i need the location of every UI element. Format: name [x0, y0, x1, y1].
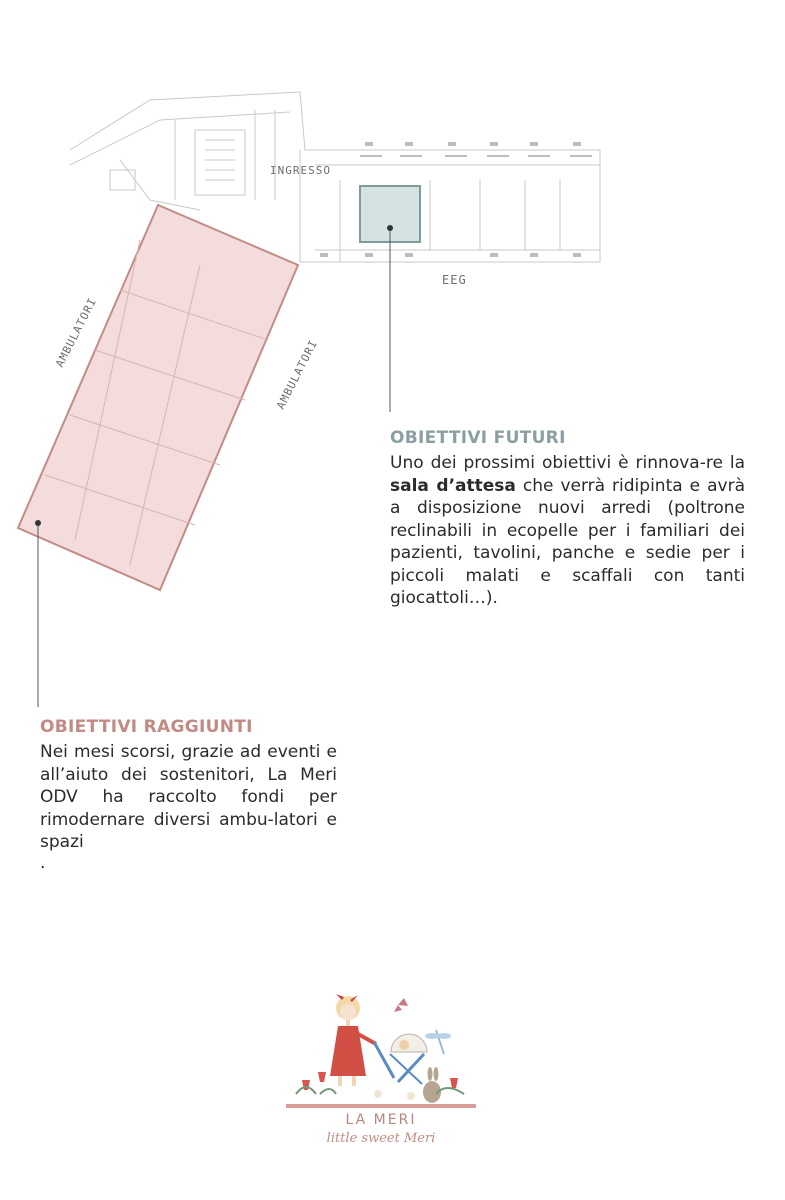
raggiunti-leader-dot	[35, 520, 41, 526]
brand-tagline: little sweet Meri	[326, 1131, 436, 1146]
label-ingresso: INGRESSO	[270, 164, 331, 177]
futuri-text-post: che verrà ridipinta e avrà a disposizione nuovi arredi (poltrone reclinabili in ecopelle per i familiari dei pazienti, tavolini, panche e sedie per i piccoli malati e scaffali con tanti giocattoli…).	[390, 475, 745, 608]
ambulatori-area	[18, 205, 298, 590]
futuri-text-pre: Uno dei prossimi obiettivi è rinnova-re la	[390, 453, 745, 473]
obiettivi-raggiunti-section	[40, 717, 337, 873]
futuri-leader-dot	[387, 225, 393, 231]
obiettivi-futuri-section	[390, 428, 745, 610]
label-ambulatori-left: AMBULATORI	[53, 295, 100, 370]
label-eeg: EEG	[442, 273, 467, 287]
brand-name: LA MERI	[345, 1112, 417, 1128]
label-ambulatori-right: AMBULATORI	[274, 337, 321, 412]
futuri-text-bold: sala d’attesa	[390, 475, 516, 496]
obiettivi-futuri-heading: OBIETTIVI FUTURI	[390, 428, 566, 448]
obiettivi-raggiunti-text: Nei mesi scorsi, grazie ad eventi e all’aiuto dei sostenitori, La Meri ODV ha raccolto fondi per rimodernare diversi ambu-latori e spazi	[40, 742, 337, 852]
trailing-dot: .	[40, 852, 46, 873]
obiettivi-futuri-text	[390, 452, 745, 610]
obiettivi-raggiunti-heading: OBIETTIVI RAGGIUNTI	[40, 717, 253, 737]
